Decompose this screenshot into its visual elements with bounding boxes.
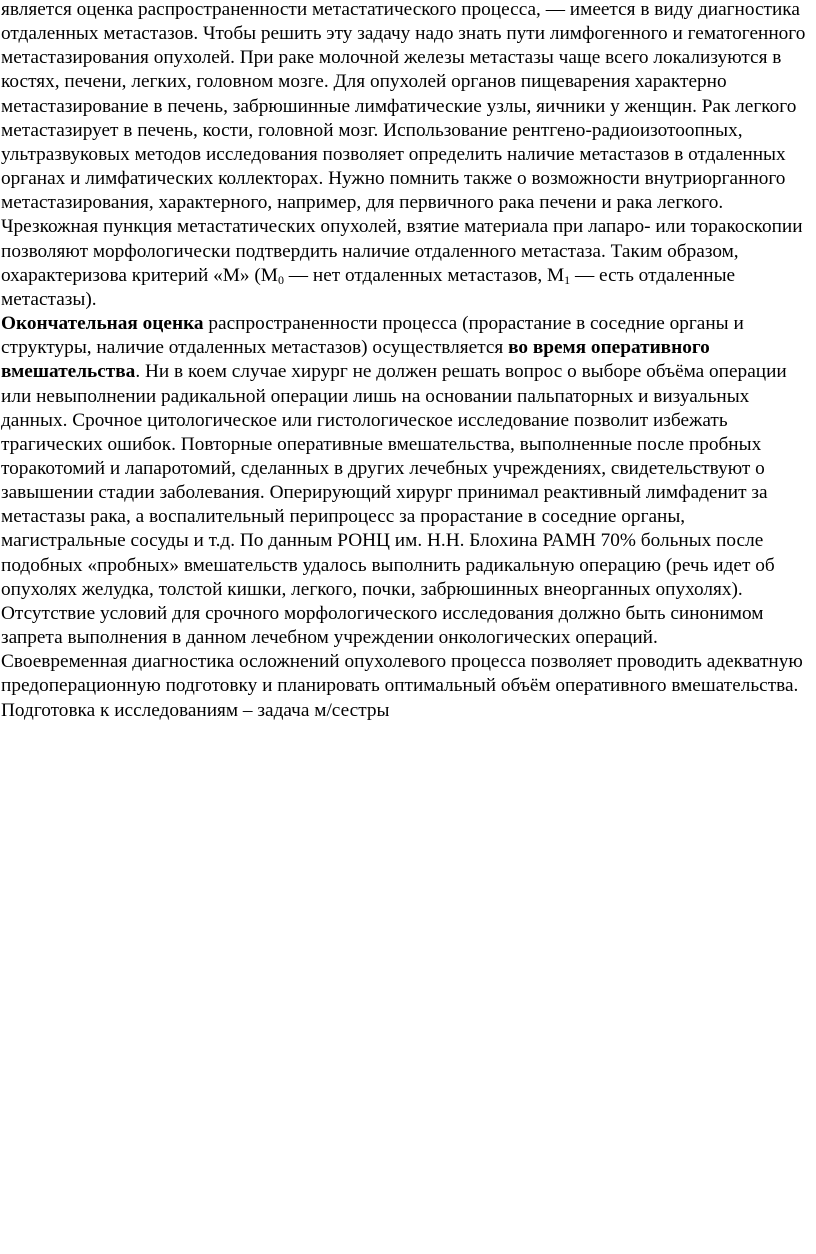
paragraph-timely-diagnosis: Своевременная диагностика осложнений опухолевого процесса позволяет проводить адекватную предоперационную подготовку и планировать оптимальный объём оперативного вмешательства. <box>1 651 803 697</box>
paragraph-metastasis-assessment <box>1 0 813 312</box>
subscript-m1: 1 <box>564 272 571 287</box>
paragraph-morphology-conditions: Отсутствие условий для срочного морфологического исследования должно быть синонимом запрета выполнения в данном лечебном учреждении онкологических операций. <box>1 602 764 649</box>
document-page <box>1 0 813 723</box>
paragraph-text: . Ни в коем случае хирург не должен решать вопрос о выборе объёма операции или невыполнении радикальной операции лишь на основании пальпаторных и визуальных данных. Срочное цитологическое или гистологическое исследование позволит избежать трагических ошибок. Повторные оперативные вмешательства, выполненные после пробных торакотомий и лапаротомий, сделанных в других лечебных учреждениях, свидетельствуют о завышении стадии заболевания. Оперирующий хирург принимал реактивный лимфаденит за метастазы рака, а воспалительный перипроцесс за прорастание в соседние органы, магистральные сосуды и т.д. По данным РОНЦ им. Н.Н. Блохина РАМН 70% больных после подобных «пробных» вмешательств удалось выполнить радикальную операцию (речь идет об опухолях желудка, толстой кишки, легкого, почки, забрюшинных внеорганных опухолях). <box>1 361 787 600</box>
bold-term-final-assessment: Окончательная оценка <box>1 313 204 335</box>
subscript-m0: 0 <box>277 272 284 287</box>
paragraph-final-assessment <box>1 312 813 602</box>
paragraph-text: — нет отдаленных метастазов, М <box>283 264 565 286</box>
paragraph-text: — есть отдаленные метастазы). <box>1 264 736 310</box>
paragraph-text: распространенности процесса (прорастание в соседние органы и структуры, наличие отдаленных метастазов) осуществляется <box>1 313 744 359</box>
bold-term-during-surgery: во время оперативного вмешательства <box>1 337 710 383</box>
paragraph-text: является оценка распространенности метастатического процесса, — имеется в виду диагностика отдаленных метастазов. Чтобы решить эту задачу надо знать пути лимфогенного и гематогенного метастазирования опухолей. При раке молочной железы метастазы чаще всего локализуются в костях, печени, легких, головном мозге. Для опухолей органов пищеварения характерно метастазирование в печень, забрюшинные лимфатические узлы, яичники у женщин. Рак легкого метастазирует в печень, кости, головной мозг. Использование рентгено-радиоизотоопных, ультразвуковых методов исследования позволяет определить наличие метастазов в отдаленных органах и лимфатических коллекторах. Нужно помнить также о возможности внутриорганного метастазирования, характерного, например, для первичного рака печени и рака легкого. Чрезкожная пункция метастатических опухолей, взятие материала при лапаро- или торакоскопии позволяют морфологически подтвердить наличие отдаленного метастаза. Таким образом, охарактеризова критерий «М» (М <box>1 0 806 286</box>
paragraph-nurse-preparation: Подготовка к исследованиям – задача м/сестры <box>1 699 390 721</box>
